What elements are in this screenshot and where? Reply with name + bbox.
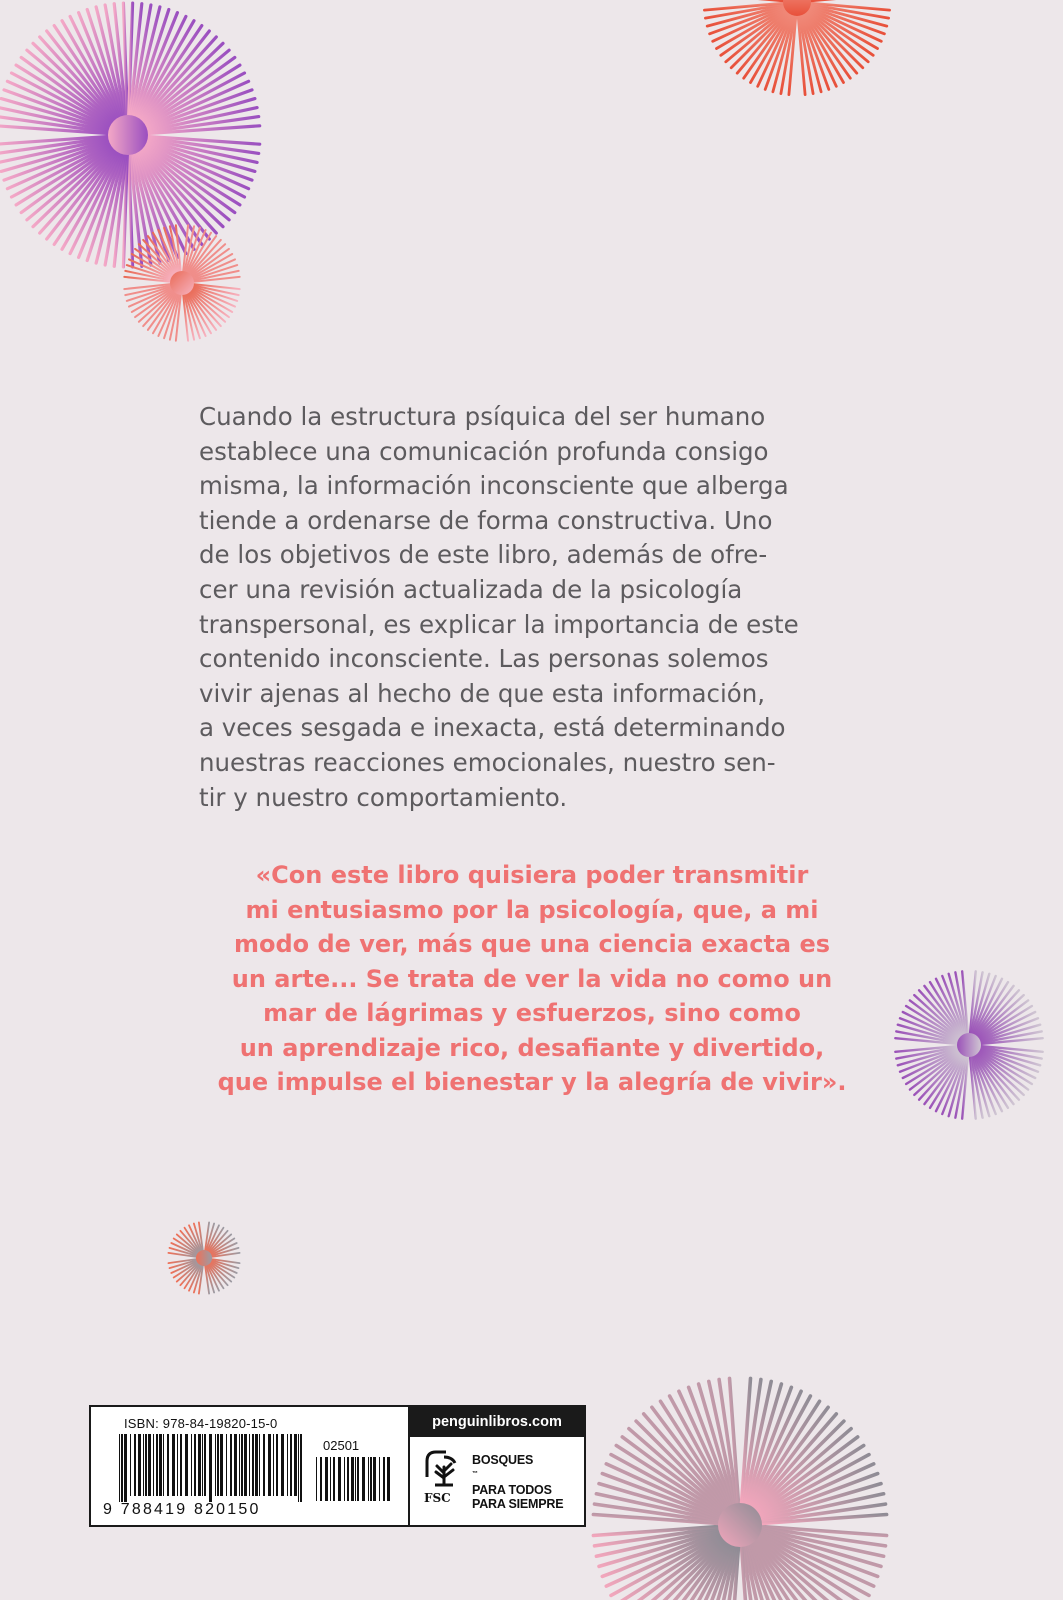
barcode-bar	[172, 1434, 175, 1496]
barcode-bar	[255, 1434, 258, 1496]
barcode-bar	[249, 1434, 250, 1496]
barcode-bar	[294, 1434, 297, 1496]
barcode-bar	[357, 1457, 359, 1501]
barcode-bar	[259, 1434, 260, 1496]
barcode-bar	[239, 1434, 240, 1496]
blurb-line: de los objetivos de este libro, además de ofre-	[199, 540, 768, 570]
barcode-bar	[194, 1434, 196, 1496]
barcode-bar	[156, 1434, 158, 1496]
barcode-bar	[217, 1434, 219, 1496]
addon-code: 02501	[323, 1438, 360, 1453]
barcode-bar	[230, 1434, 232, 1496]
barcode-bar	[119, 1434, 120, 1502]
barcode-bar	[204, 1434, 206, 1496]
blurb-line: cer una revisión actualizada de la psicología	[199, 574, 743, 604]
barcode-bar	[338, 1457, 341, 1501]
barcode-bar	[387, 1457, 390, 1501]
barcode-bar	[379, 1457, 380, 1501]
barcode-bar	[185, 1434, 188, 1496]
barcode-bar	[159, 1434, 162, 1496]
barcode-bar	[163, 1434, 164, 1496]
barcode-bar	[263, 1434, 265, 1496]
barcode-bar	[368, 1457, 369, 1501]
barcode-bar	[347, 1457, 349, 1501]
barcode-bar	[124, 1434, 127, 1502]
blurb-line: vivir ajenas al hecho de que esta información,	[199, 678, 766, 708]
barcode-bar	[145, 1434, 147, 1496]
barcode-bar	[198, 1434, 201, 1496]
barcode-bar	[355, 1457, 356, 1501]
barcode-bar	[220, 1434, 223, 1496]
blurb-line: misma, la información inconsciente que alberga	[199, 471, 789, 501]
barcode-bar	[330, 1457, 331, 1501]
barcode-bar	[287, 1434, 288, 1496]
quote-line: un aprendizaje rico, desafiante y divertido,	[239, 1033, 825, 1062]
barcode-bar	[138, 1434, 141, 1496]
ean-digits: 9 788419 820150	[103, 1501, 261, 1518]
barcode-bar	[226, 1434, 227, 1496]
barcode-bar	[244, 1434, 247, 1496]
burst-bottom-right-gray	[593, 1378, 887, 1600]
barcode-bar	[252, 1434, 254, 1496]
quote-line: mar de lágrimas y esfuerzos, sino como	[263, 999, 801, 1027]
barcode-bar	[234, 1434, 237, 1496]
blurb-line: contenido inconsciente. Las personas solemos	[199, 644, 769, 674]
barcode-bar	[276, 1434, 278, 1496]
burst-right-violet	[895, 971, 1043, 1119]
fsc-line-1: BOSQUES	[472, 1453, 534, 1467]
barcode-bar	[143, 1434, 144, 1496]
blurb-line: nuestras reacciones emocionales, nuestro sen-	[199, 747, 776, 777]
burst-top-left-violet	[0, 3, 260, 267]
barcode-main-bars	[119, 1434, 309, 1504]
burst-left-coral	[124, 225, 240, 341]
barcode-bar	[191, 1434, 192, 1496]
fsc-badge	[410, 1437, 584, 1525]
barcode-bar	[241, 1434, 243, 1496]
barcode-bar	[298, 1434, 299, 1502]
barcode-bar	[344, 1457, 345, 1501]
barcode-bar	[351, 1457, 354, 1501]
barcode-bar	[373, 1457, 376, 1501]
quote-line: mi entusiasmo por la psicología, que, a mi	[245, 895, 819, 924]
blurb-line: tir y nuestro comportamiento.	[199, 782, 568, 812]
barcode-bar	[148, 1434, 151, 1496]
barcode-bar	[316, 1457, 317, 1501]
barcode-bar	[180, 1434, 182, 1496]
barcode-bar	[325, 1457, 328, 1501]
barcode-bar	[153, 1434, 154, 1496]
quote-line: que impulse el bienestar y la alegría de vivir».	[217, 1068, 847, 1096]
barcode-bar	[320, 1457, 322, 1501]
barcode-bar	[202, 1434, 203, 1496]
blurb-line: transpersonal, es explicar la importancia de este	[199, 609, 799, 639]
fsc-line-2: PARA TODOS	[472, 1483, 552, 1498]
barcode-bar	[130, 1434, 131, 1496]
barcode-bar	[300, 1434, 302, 1502]
author-quote	[180, 858, 884, 1100]
quote-line: «Con este libro quisiera poder transmitir	[255, 861, 809, 889]
quote-line: un arte... Se trata de ver la vida no como un	[231, 964, 833, 993]
barcode-bar	[370, 1457, 372, 1501]
fsc-tree-icon	[422, 1447, 464, 1489]
barcode-bar	[333, 1457, 335, 1501]
barcode-bar	[167, 1434, 169, 1496]
barcode-bar	[362, 1457, 365, 1501]
barcode-addon-bars	[316, 1457, 396, 1503]
fsc-slogan	[472, 1453, 563, 1511]
blurb-line: tiende a ordenarse de forma constructiva. Uno	[199, 505, 773, 535]
barcode-bar	[383, 1457, 385, 1501]
back-cover-blurb	[199, 400, 865, 815]
burst-top-center-red	[704, 0, 890, 95]
blurb-line: Cuando la estructura psíquica del ser humano	[199, 402, 766, 431]
barcode-bar	[177, 1434, 178, 1496]
burst-small-left	[168, 1222, 240, 1294]
isbn-label: ISBN: 978-84-19820-15-0	[124, 1416, 278, 1431]
barcode-bar	[209, 1434, 212, 1502]
barcode-bar	[273, 1434, 274, 1496]
barcode-panel	[89, 1405, 586, 1527]
barcode-bar	[121, 1434, 123, 1502]
barcode-bar	[215, 1434, 216, 1496]
fsc-line	[472, 1453, 563, 1483]
blurb-line: a veces sesgada e inexacta, está determinando	[199, 713, 786, 743]
barcode-bar	[290, 1434, 292, 1496]
quote-line: modo de ver, más que una ciencia exacta es	[233, 930, 831, 958]
isbn-barcode	[91, 1407, 408, 1525]
trademark-symbol: ™	[472, 1471, 478, 1477]
fsc-line-3: PARA SIEMPRE	[472, 1497, 564, 1512]
barcode-bar	[134, 1434, 136, 1496]
barcode-bar	[281, 1434, 284, 1496]
barcode-bar	[268, 1434, 271, 1496]
blurb-line: establece una comunicación profunda consigo	[199, 436, 769, 466]
publisher-website: penguinlibros.com	[410, 1407, 584, 1437]
fsc-label: FSC	[424, 1491, 451, 1505]
